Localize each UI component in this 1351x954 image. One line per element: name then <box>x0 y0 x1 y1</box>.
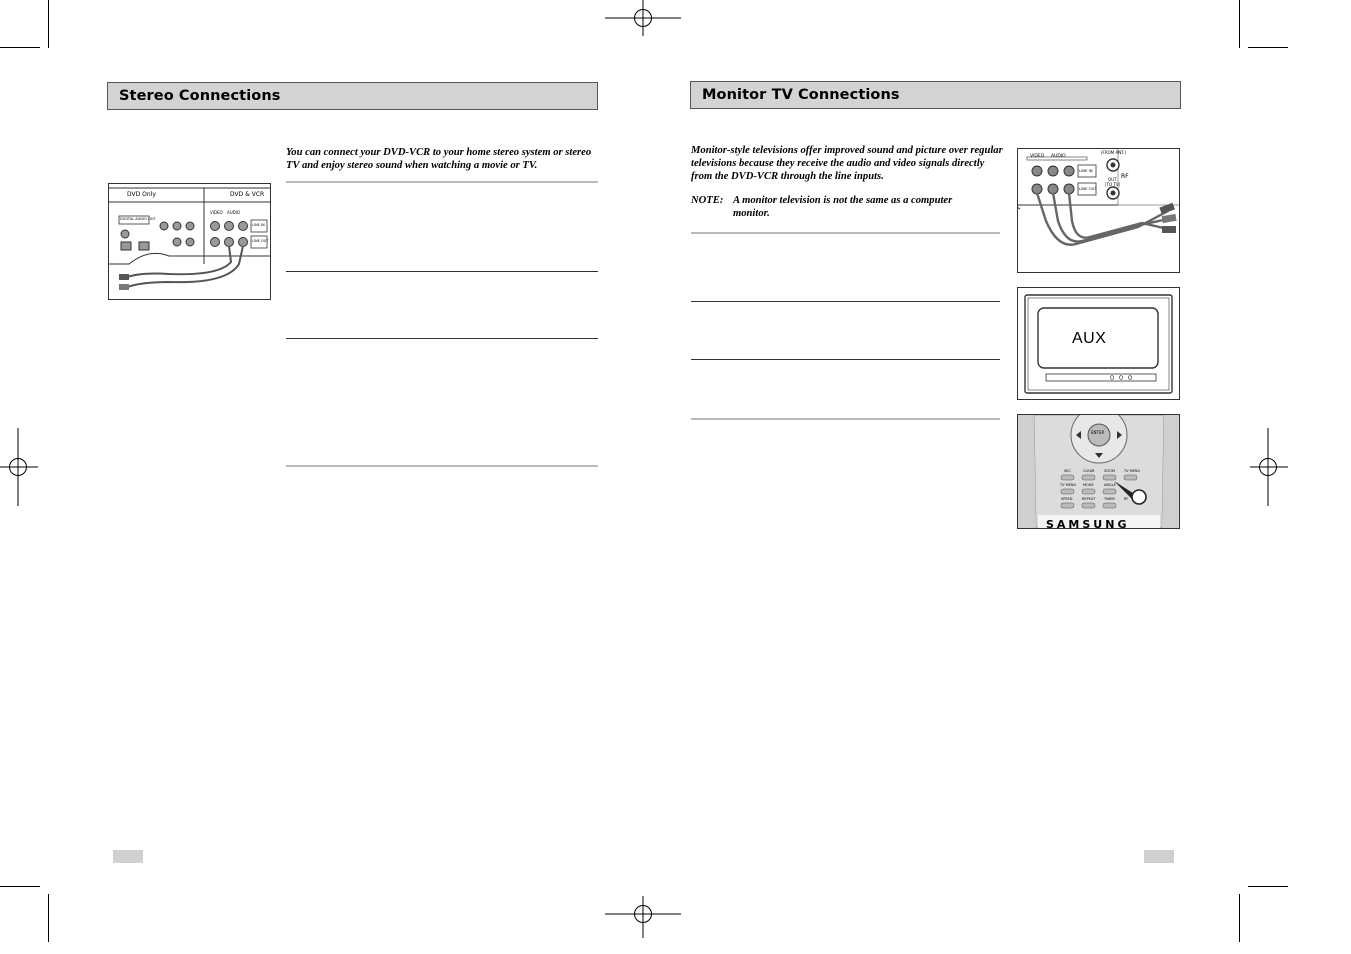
tv-screen-text: AUX <box>1072 330 1107 347</box>
jack-label-video: VIDEO <box>1030 154 1045 159</box>
registration-mark-top <box>603 0 683 40</box>
remote-key-label: REPEAT <box>1082 497 1096 501</box>
remote-key-label: TV MENU <box>1124 469 1141 473</box>
label-dvd-only: DVD Only <box>127 191 156 198</box>
remote-control-figure <box>1017 414 1180 529</box>
stereo-rule-3 <box>286 338 598 339</box>
stereo-rule-2 <box>286 271 598 272</box>
registration-mark-right <box>1248 428 1288 508</box>
note-label: NOTE: <box>691 195 724 206</box>
registration-mark-bottom <box>603 896 683 940</box>
left-page-number-box <box>113 850 143 863</box>
monitor-rule-2 <box>691 301 1000 302</box>
label-dvd-vcr: DVD & VCR <box>230 191 265 198</box>
monitor-intro-text: Monitor-style televisions offer improved sound and picture over regular televisions because they receive the audio and video signals directly from the DVD-VCR through the line inputs. <box>691 145 1003 182</box>
stereo-rule-4 <box>286 465 598 467</box>
remote-key-label: SEC <box>1064 469 1071 473</box>
jack-label-rf: RF <box>1121 173 1129 180</box>
label-digital-audio-out: DIGITAL AUDIO OUT <box>120 217 156 221</box>
remote-keys-row-2 <box>1058 483 1148 489</box>
stereo-rule-1 <box>286 181 598 183</box>
label-video: VIDEO <box>210 210 223 215</box>
monitor-rule-3 <box>691 359 1000 360</box>
label-audio: AUDIO <box>227 210 241 215</box>
remote-keys-row-3 <box>1058 497 1148 503</box>
remote-keys-row-1 <box>1058 469 1148 475</box>
jack-label-to-tv: (TO TV) <box>1105 182 1121 187</box>
remote-brand-logo: SAMSUNG <box>1046 518 1130 529</box>
remote-key-label: ANGLE <box>1104 483 1116 487</box>
label-line-in: LINE IN <box>252 223 265 227</box>
label-line-out: LINE OUT <box>252 239 269 243</box>
note-text: A monitor television is not the same as a computer monitor. <box>733 195 953 219</box>
monitor-rule-1 <box>691 232 1000 234</box>
jack-label-line-out: LINE OUT <box>1079 186 1097 191</box>
jack-label-from-ant: (FROM ANT.) <box>1101 150 1127 155</box>
jack-label-out: OUT <box>1108 177 1117 182</box>
remote-key-label: TV MENU <box>1060 483 1077 487</box>
stereo-back-panel-figure <box>108 183 271 300</box>
back-panel-illustration <box>109 184 270 299</box>
remote-key-label: RF <box>1124 497 1129 501</box>
remote-key-label: MODE <box>1083 483 1094 487</box>
monitor-rule-4 <box>691 418 1000 420</box>
remote-key-label: CLEAR <box>1083 469 1095 473</box>
remote-key-label: TIMER <box>1104 497 1115 501</box>
jack-label-audio: AUDIO <box>1051 154 1066 159</box>
monitor-tv-figure <box>1017 287 1180 400</box>
monitor-tv-connections-title: Monitor TV Connections <box>702 87 900 103</box>
jack-label-line-in: LINE IN <box>1079 168 1093 173</box>
stereo-connections-title: Stereo Connections <box>119 88 281 104</box>
remote-key-label: SPEED <box>1061 497 1073 501</box>
registration-mark-left <box>0 428 40 508</box>
monitor-jacks-figure <box>1017 148 1180 273</box>
remote-enter-label: ENTER <box>1091 430 1105 435</box>
monitor-tv-connections-header <box>690 81 1181 109</box>
jack-panel-illustration <box>1018 149 1179 272</box>
stereo-intro-text: You can connect your DVD-VCR to your home stereo system or stereo TV and enjoy stereo sound when watching a movie or TV. <box>286 147 592 171</box>
right-page-number-box <box>1144 850 1174 863</box>
remote-key-label: ZOOM <box>1104 469 1115 473</box>
stereo-connections-header <box>107 82 598 110</box>
